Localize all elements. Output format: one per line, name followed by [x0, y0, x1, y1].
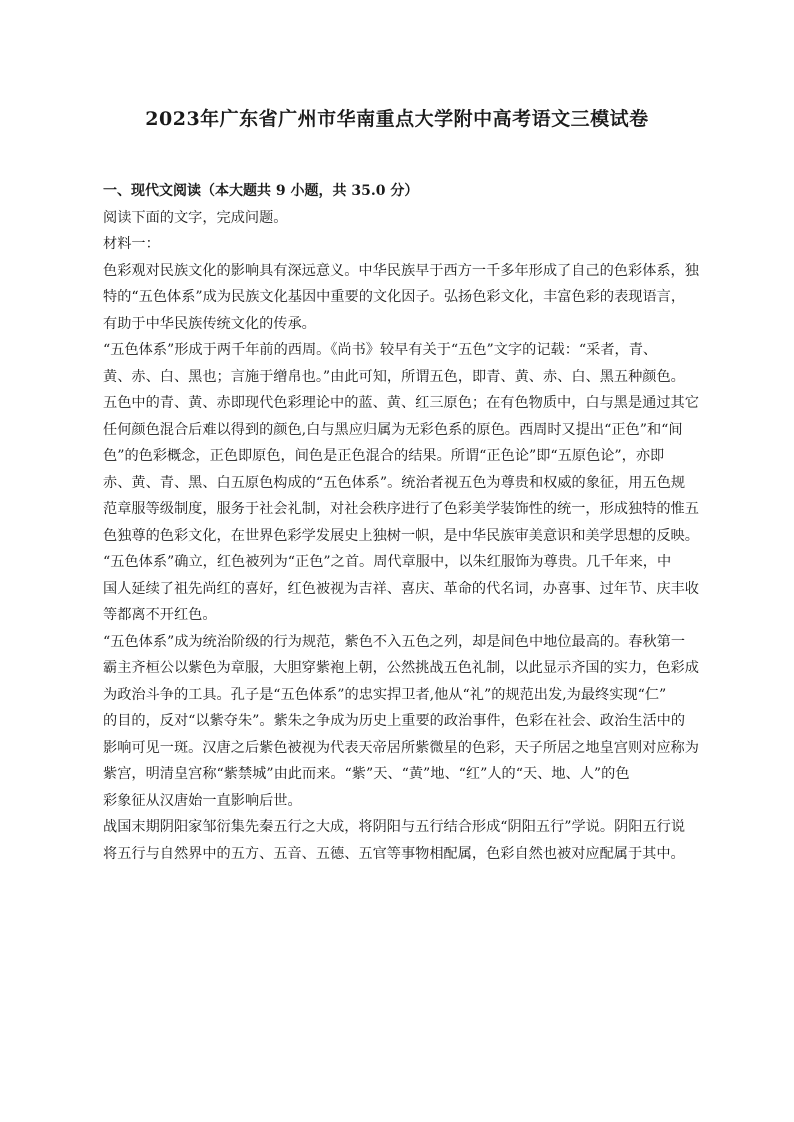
body-line: “五色体系”确立，红色被列为“正色”之首。周代章服中，以朱红服饰为尊贵。几千年来，中 [103, 554, 672, 570]
body-line: 特的“五色体系”成为民族文化基因中重要的文化因子。弘扬色彩文化，丰富色彩的表现语言， [103, 289, 686, 305]
body-line: 色彩观对民族文化的影响具有深远意义。中华民族早于西方一千多年形成了自己的色彩体系，独 [103, 262, 699, 279]
body-line: 影响可见一斑。汉唐之后紫色被视为代表天帝居所紫微星的色彩，天子所居之地皇宫则对应称为 [103, 739, 699, 756]
document-title: 2023年广东省广州市华南重点大学附中高考语文三模试卷 [145, 108, 649, 130]
body-line: 有助于中华民族传统文化的传承。 [103, 315, 316, 332]
body-line: 紫宫，明清皇宫称“紫禁城”由此而来。“紫”天、“黄”地、“红”人的“天、地、人”的色 [103, 766, 630, 782]
body-line: “五色体系”成为统治阶级的行为规范，紫色不入五色之列，却是间色中地位最高的。春秋第一 [103, 633, 686, 650]
body-line: 范章服等级制度，服务于社会礼制，对社会秩序进行了色彩美学装饰性的统一，形成独特的惟五 [103, 501, 699, 517]
body-line: “五色体系”形成于两千年前的西周。《尚书》较早有关于“五色”文字的记载：“采者，青、 [103, 342, 658, 358]
instruction-text: 阅读下面的文字，完成问题。 [103, 209, 288, 226]
section-heading: 一、现代文阅读（本大题共 9 小题，共 35.0 分） [103, 183, 419, 199]
body-line: 赤、黄、青、黑、白五原色构成的“五色体系”。统治者视五色为尊贵和权威的象征，用五色规 [103, 474, 686, 491]
document-body [103, 178, 703, 867]
body-line: 任何颜色混合后难以得到的颜色,白与黑应归属为无彩色系的原色。西周时又提出“正色”和“间 [103, 421, 683, 438]
body-line: 五色中的青、黄、赤即现代色彩理论中的蓝、黄、红三原色；在有色物质中，白与黑是通过其它 [103, 395, 699, 411]
body-line: 将五行与自然界中的五方、五音、五德、五官等事物相配属，色彩自然也被对应配属于其中。 [103, 845, 685, 862]
body-line: 战国末期阴阳家邹衍集先秦五行之大成，将阴阳与五行结合形成“阴阳五行”学说。阴阳五行说 [103, 819, 686, 835]
body-line: 色独尊的色彩文化，在世界色彩学发展史上独树一帜，是中华民族审美意识和美学思想的反映。 [103, 527, 699, 544]
body-line: 国人延续了祖先尚红的喜好，红色被视为吉祥、喜庆、革命的代名词，办喜事、过年节、庆丰收 [103, 580, 699, 597]
body-line: 彩象征从汉唐始一直影响后世。 [103, 792, 302, 809]
body-line: 黄、赤、白、黑也；言施于缯帛也。”由此可知，所谓五色，即青、黄、赤、白、黑五种颜色。 [103, 368, 685, 385]
body-line: 霸主齐桓公以紫色为章服，大胆穿紫袍上朝，公然挑战五色礼制，以此显示齐国的实力，色彩成 [103, 660, 699, 676]
material-label: 材料一： [103, 236, 160, 252]
body-line: 色”的色彩概念，正色即原色，间色是正色混合的结果。所谓“正色论”即“五原色论”，亦即 [103, 448, 665, 464]
body-line: 为政治斗争的工具。孔子是“五色体系”的忠实捍卫者,他从“礼”的规范出发,为最终实现“仁” [103, 686, 667, 703]
body-line: 等都离不开红色。 [103, 607, 217, 623]
body-line: 的目的，反对“以紫夺朱”。紫朱之争成为历史上重要的政治事件，色彩在社会、政治生活中的 [103, 713, 686, 729]
